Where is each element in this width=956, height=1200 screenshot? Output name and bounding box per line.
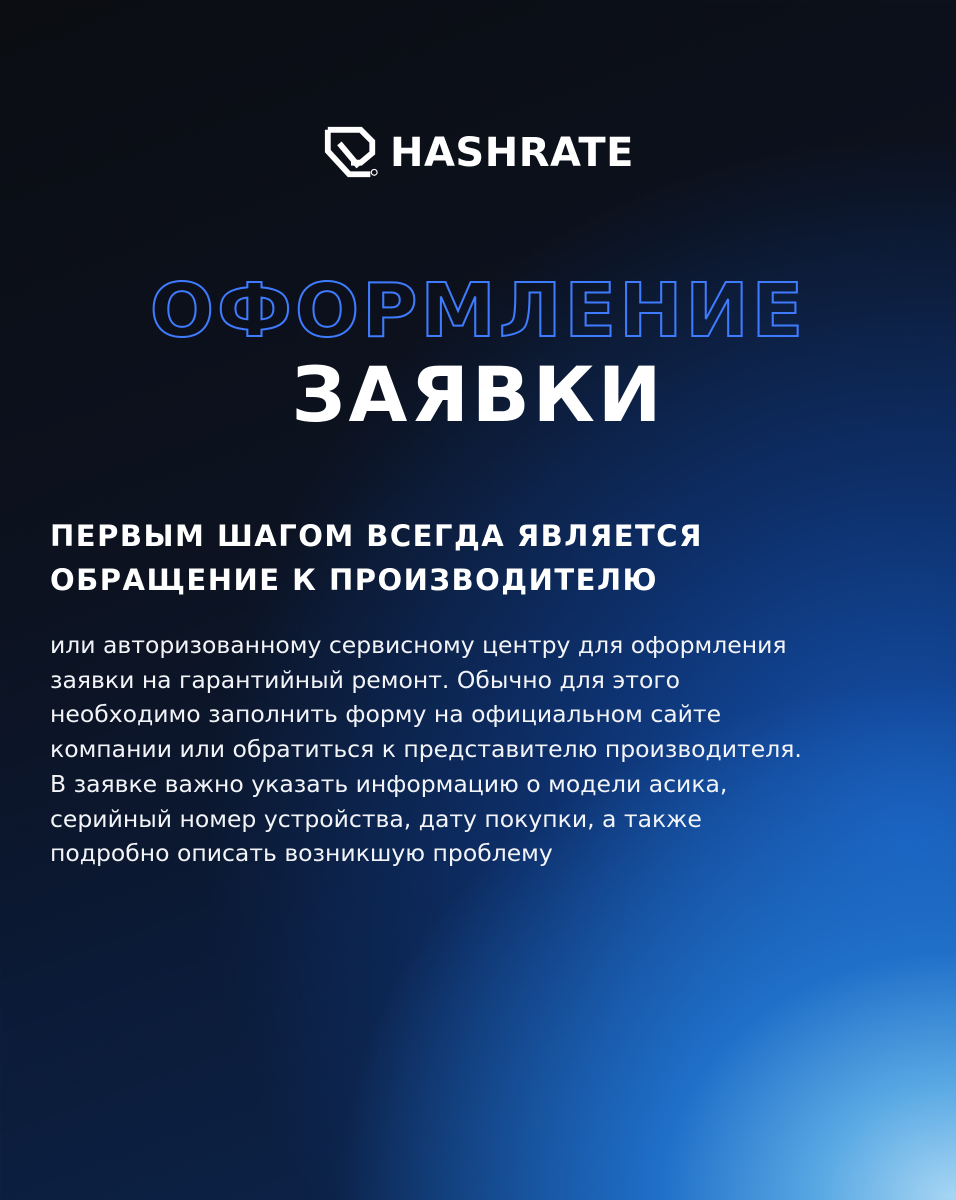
body-line: заявки на гарантийный ремонт. Обычно для этого	[50, 665, 681, 694]
body-line: или авторизованному сервисному центру для оформления	[50, 631, 787, 659]
title-solid-line: ЗАЯВКИ	[291, 350, 665, 439]
body-line: серийный номер устройства, дату покупки, а также	[50, 804, 702, 833]
subheading-line: ОБРАЩЕНИЕ К ПРОИЗВОДИТЕЛЮ	[50, 563, 659, 597]
hashrate-logo-icon	[322, 124, 380, 182]
title-outline-line: ОФОРМЛЕНИЕ	[149, 268, 807, 354]
body-paragraph	[50, 628, 930, 871]
brand-logo	[0, 124, 956, 182]
body-line: необходимо заполнить форму на официальном сайте	[50, 700, 722, 729]
body-line: В заявке важно указать информацию о модели асика,	[50, 769, 728, 798]
subheading	[50, 514, 920, 602]
subheading-line: ПЕРВЫМ ШАГОМ ВСЕГДА ЯВЛЯЕТСЯ	[50, 519, 703, 553]
brand-name: HASHRATE	[390, 130, 634, 176]
body-line: компании или обратиться к представителю производителя.	[50, 735, 802, 764]
body-line: подробно описать возникшую проблему	[50, 839, 553, 868]
